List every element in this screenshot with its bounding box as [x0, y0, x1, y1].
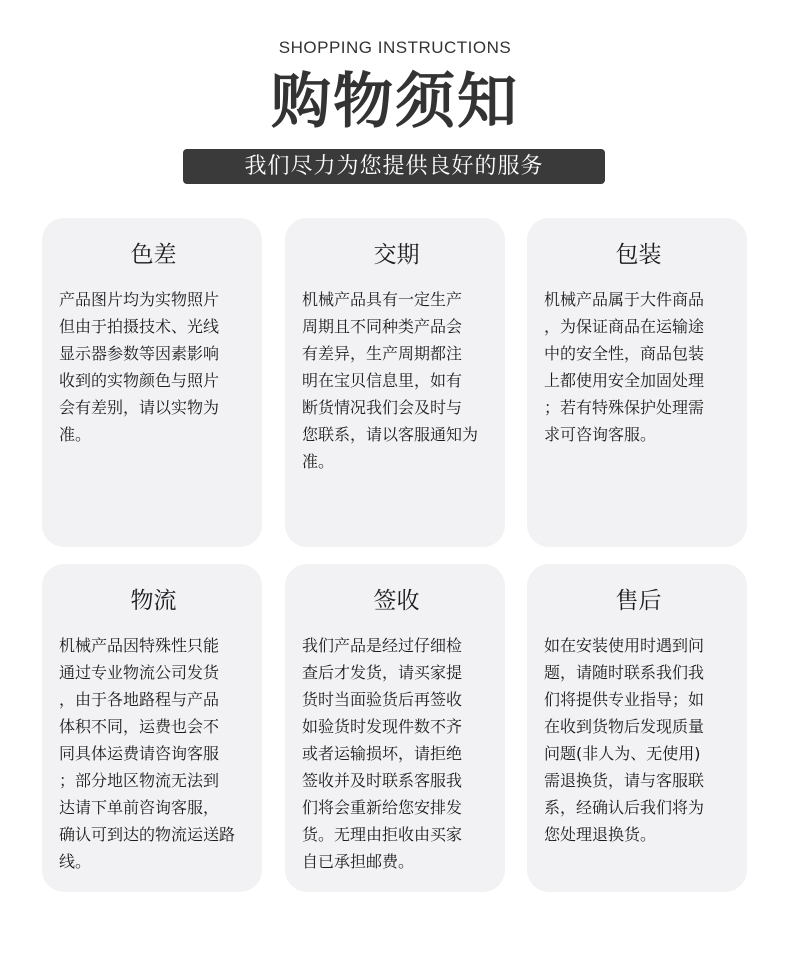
card-text: 产品图片均为实物照片 但由于拍摄技术、光线 显示器参数等因素影响 收到的实物颜色与照片 会有差别，请以实物为 准。 — [59, 290, 220, 444]
card-text: 机械产品具有一定生产 周期且不同种类产品会 有差异，生产周期都注 明在宝贝信息里，如有 断货情况我们会及时与 您联系，请以客服通知为 准。 — [302, 290, 479, 471]
card-text: 机械产品因特殊性只能 通过专业物流公司发货 ，由于各地路程与产品 体积不同，运费也会不 同具体运费请咨询客服 ；部分地区物流无法到 达请下单前咨询客服， 确认可到达的物流运送路 线。 — [59, 636, 236, 871]
card-signing — [285, 564, 505, 892]
card-after-sales — [527, 564, 747, 892]
card-text: 机械产品属于大件商品 ，为保证商品在运输途 中的安全性，商品包装 上都使用安全加固处理 ；若有特殊保护处理需 求可咨询客服。 — [544, 290, 705, 444]
card-title: 物流 — [130, 588, 177, 614]
card-title: 色差 — [130, 242, 177, 268]
card-logistics — [42, 564, 262, 892]
card-title: 签收 — [373, 588, 420, 614]
card-title: 售后 — [615, 588, 662, 614]
card-delivery-time — [285, 218, 505, 547]
slogan-banner: 我们尽力为您提供良好的服务 — [183, 149, 605, 184]
card-text: 我们产品是经过仔细检 查后才发货，请买家提 货时当面验货后再签收 如验货时发现件数不齐 或者运输损坏，请拒绝 签收并及时联系客服我 们将会重新给您安排发 货。无理由拒收由买家 自已承担邮费。 — [302, 636, 463, 871]
page-title: 购物须知 — [271, 67, 519, 137]
card-title: 交期 — [373, 242, 420, 268]
subtitle-english: SHOPPING INSTRUCTIONS — [278, 38, 512, 57]
card-color-difference — [42, 218, 262, 547]
card-text: 如在安装使用时遇到问 题，请随时联系我们我 们将提供专业指导；如 在收到货物后发现质量 问题(非人为、无使用) 需退换货，请与客服联 系，经确认后我们将为 您处理退换货。 — [544, 636, 705, 844]
card-title: 包装 — [615, 242, 662, 268]
card-packaging — [527, 218, 747, 547]
